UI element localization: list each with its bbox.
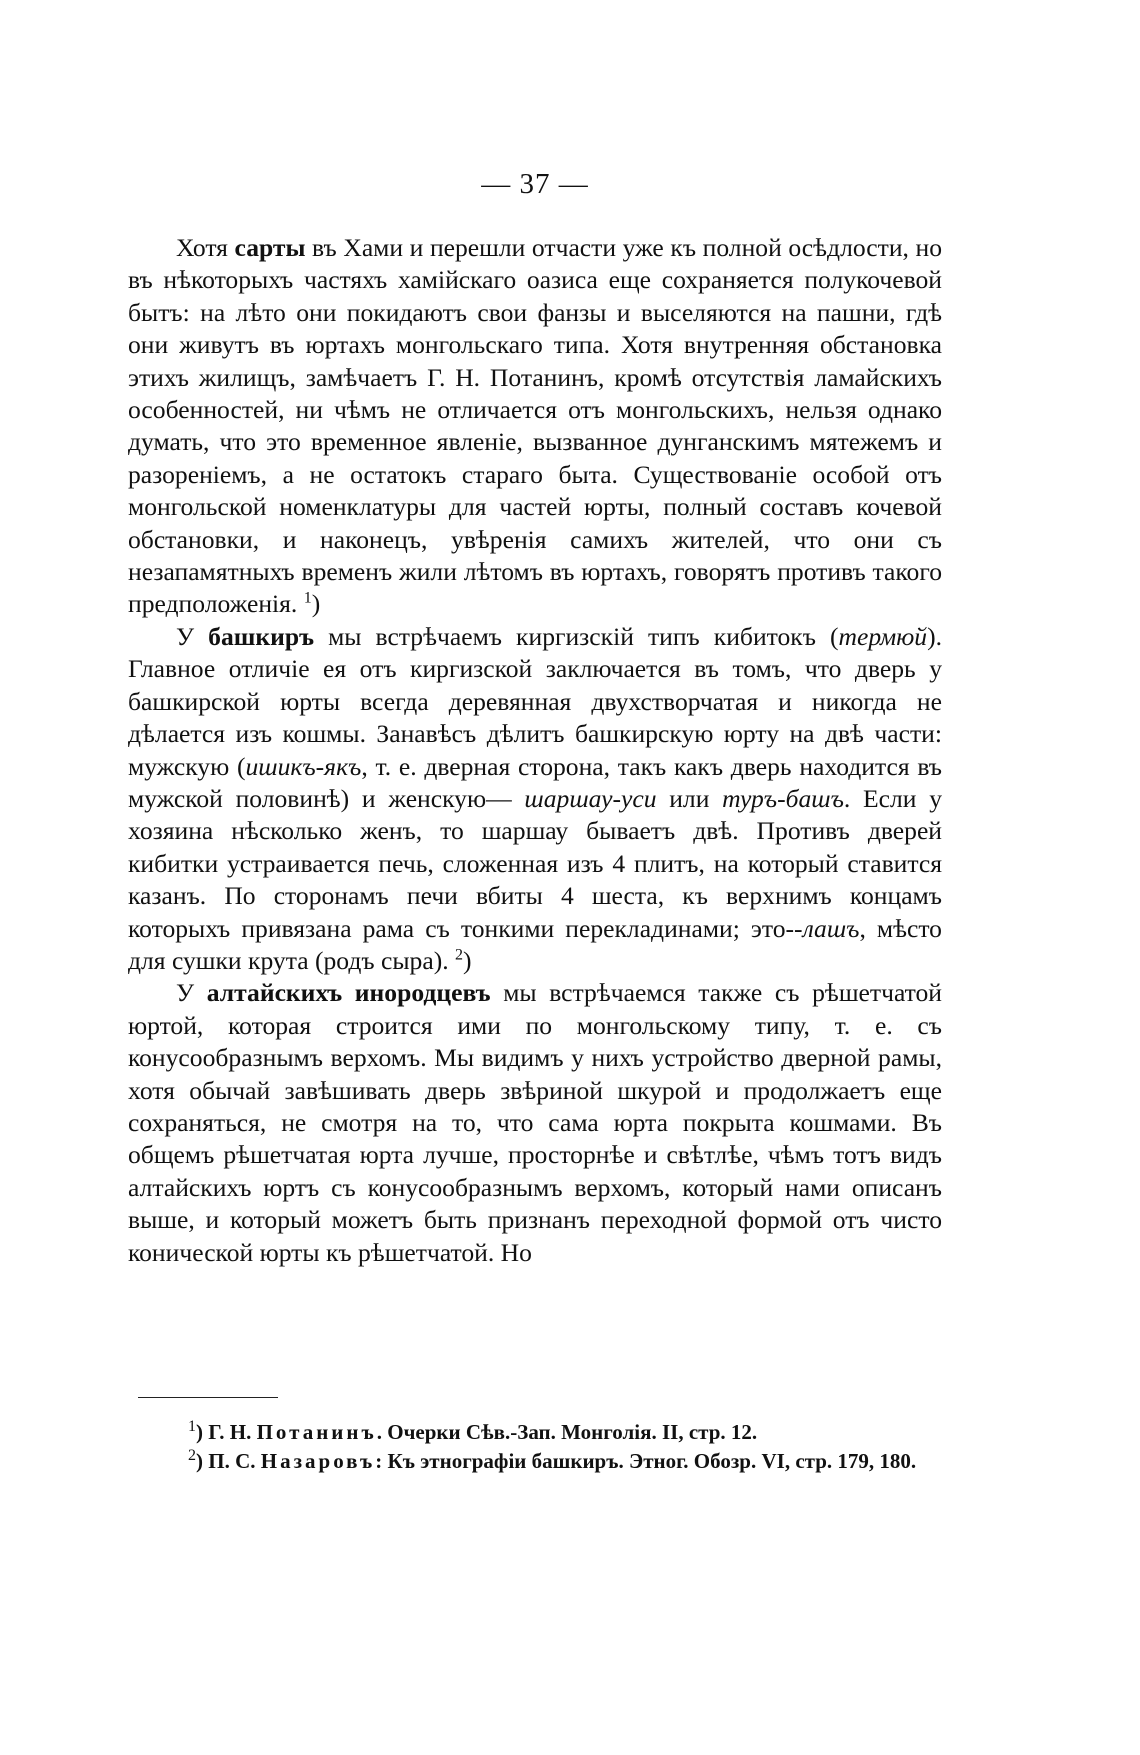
book-page: [128, 0, 942, 1755]
italic-term: ишикъ-якъ: [245, 751, 362, 781]
text-run: . Очерки Сѣв.-Зап. Монголія. II, стр. 12.: [376, 1420, 758, 1444]
text-run: У: [176, 978, 207, 1008]
text-run: ): [311, 589, 321, 619]
text-run: , мѣсто для сушки крута (родъ сыра).: [128, 913, 942, 975]
text-run: въ Хами и перешли отчасти уже къ полной осѣдлости, но въ нѣкоторыхъ частяхъ хамійскаго оазиса еще сохраняется полукочевой бытъ: на лѣто они покидаютъ свои фанзы и выселяются на пашни, гдѣ они живутъ въ юртахъ монгольскаго типа. Хотя внутренняя обстановка этихъ жилищъ, замѣчаетъ Г. Н. Потанинъ, кромѣ отсутствія ламайскихъ особенностей, ни чѣмъ не отличается отъ монгольскихъ, нельзя однако думать, что это временное явленіе, вызванное дунганскимъ мятежемъ и разореніемъ, а не остатокъ стараго быта. Существованіе особой отъ монгольской номенклатуры для частей юрты, полный составъ кочевой обстановки, и наконецъ, увѣренія самихъ жителей, что они съ незапамятныхъ временъ жили лѣтомъ въ юртахъ, говорятъ противъ такого предположенія.: [128, 233, 942, 619]
footnote-mark: 1: [188, 1418, 196, 1435]
footnote-author: Потанинъ: [256, 1420, 377, 1444]
text-run: . Если у хозяина нѣсколько женъ, то шаршау бываетъ двѣ. Противъ дверей кибитки устраивается печь, сложенная изъ 4 плитъ, на который ставится казанъ. По сторонамъ печи вбиты 4 шеста, къ верхнимъ концамъ которыхъ привязана рама съ тонкими перекладинами; это--: [128, 783, 942, 943]
text-run: или: [656, 783, 723, 813]
footnote-divider: [138, 1397, 278, 1398]
italic-term: туръ-башъ: [722, 783, 844, 813]
italic-term: шаршау-уси: [524, 783, 657, 813]
footnote-1: [128, 1418, 942, 1447]
footnote-mark: 2: [188, 1447, 196, 1464]
bold-term-sarts: сарты: [234, 233, 306, 262]
footnote-ref-1[interactable]: 1: [303, 589, 312, 607]
text-run: мы встрѣчаемъ киргизскій типъ кибитокъ (: [314, 621, 839, 651]
text-run: ): [463, 945, 472, 975]
bold-term-altai: алтайскихъ инородцевъ: [206, 978, 491, 1008]
footnote-author: Назаровъ: [260, 1449, 376, 1473]
text-run: мы встрѣчаемся также съ рѣшетчатой юртой, которая строится ими по монгольскому типу, т. е. съ конусообразнымъ верхомъ. Мы видимъ у нихъ устройство дверной рамы, хотя обычай завѣшивать дверь звѣриной шкурой и продолжаетъ еще сохраняться, не смотря на то, что сама юрта покрыта кошмами. Въ общемъ рѣшетчатая юрта лучше, просторнѣе и свѣтлѣе, чѣмъ тотъ видъ алтайскихъ юртъ съ конусообразнымъ верхомъ, который нами описанъ выше, и который можетъ быть признанъ переходной формой отъ чисто конической юрты къ рѣшетчатой. Но: [128, 978, 942, 1267]
italic-term: лашъ: [802, 913, 860, 943]
text-run: Хотя: [176, 233, 235, 262]
footnote-ref-2[interactable]: 2: [455, 946, 464, 964]
page-number: — 37 —: [481, 168, 589, 200]
bold-term-bashkirs: башкиръ: [208, 621, 315, 651]
text-run: ). Главное отличіе ея отъ киргизской заключается въ томъ, что дверь у башкирской юрты всегда деревянная двухстворчатая и никогда не дѣлается изъ кошмы. Занавѣсъ дѣлитъ башкирскую юрту на двѣ части: мужскую (: [128, 621, 942, 781]
footnotes: [128, 1418, 942, 1476]
body-text: [128, 232, 942, 1269]
text-run: , т. е. дверная сторона, такъ какъ дверь находится въ мужской половинѣ) и женскую—: [128, 751, 943, 813]
text-run: ) П. С.: [196, 1449, 261, 1473]
text-run: : Къ этнографіи башкиръ. Этног. Обозр. VI, стр. 179, 180.: [375, 1449, 917, 1473]
paragraph-sarts: [128, 232, 942, 621]
paragraph-bashkirs: [128, 621, 942, 977]
footnote-2: [128, 1447, 942, 1476]
text-run: ) Г. Н.: [196, 1420, 257, 1444]
italic-term: термюй: [838, 621, 928, 651]
text-run: У: [176, 621, 209, 651]
paragraph-altai: [128, 977, 942, 1269]
